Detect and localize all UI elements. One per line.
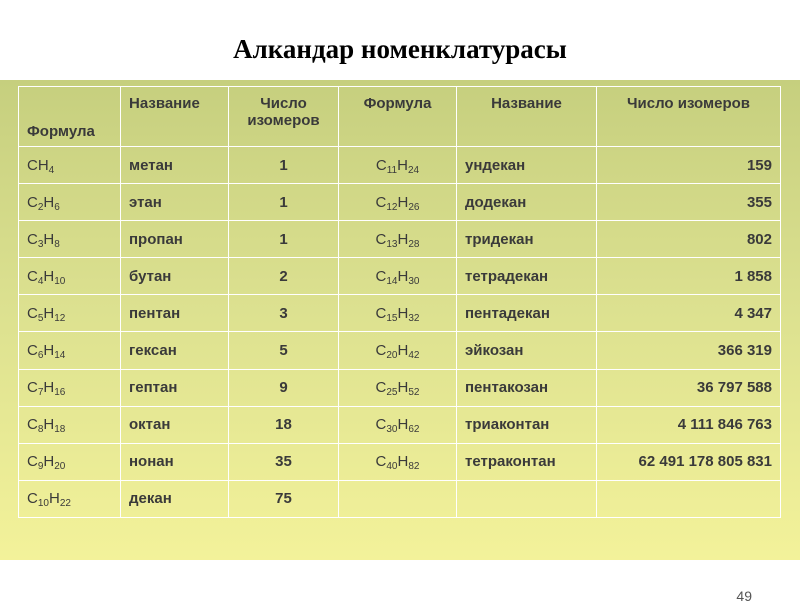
header-formula-left: Формула	[19, 87, 121, 147]
formula-subscript: 20	[386, 350, 398, 362]
formula-element: H	[43, 193, 55, 211]
formula-cell	[339, 480, 457, 517]
formula-cell	[339, 332, 457, 369]
isomer-count-cell: 35	[229, 443, 339, 480]
isomer-count-cell: 1	[229, 147, 339, 184]
isomer-count-cell: 5	[229, 332, 339, 369]
name-cell: тетраконтан	[457, 443, 597, 480]
name-cell: эйкозан	[457, 332, 597, 369]
formula-cell	[339, 443, 457, 480]
header-name-left: Название	[121, 87, 229, 147]
isomer-count-cell: 1	[229, 221, 339, 258]
name-cell: гексан	[121, 332, 229, 369]
isomer-count-cell: 2	[229, 258, 339, 295]
formula-element: C	[27, 342, 38, 360]
isomer-count-cell: 18	[229, 406, 339, 443]
formula-subscript: 16	[54, 387, 66, 399]
formula-element: C	[375, 230, 387, 248]
table-row	[19, 184, 781, 221]
formula-cell	[19, 295, 121, 332]
table-row	[19, 443, 781, 480]
name-cell: пентадекан	[457, 295, 597, 332]
formula-subscript: 15	[386, 312, 398, 324]
formula-element: C	[27, 453, 38, 471]
formula-cell	[339, 184, 457, 221]
formula-subscript: 2	[37, 201, 44, 213]
isomer-count-cell: 36 797 588	[597, 369, 781, 406]
table-row	[19, 332, 781, 369]
formula-cell	[339, 406, 457, 443]
formula-element: H	[397, 230, 409, 248]
formula-cell	[19, 369, 121, 406]
formula-subscript: 62	[408, 424, 420, 436]
name-cell: гептан	[121, 369, 229, 406]
formula-subscript: 32	[408, 312, 420, 324]
formula-element: H	[397, 342, 409, 360]
formula-element: C	[375, 453, 387, 471]
isomer-count-cell: 62 491 178 805 831	[597, 443, 781, 480]
formula-subscript: 18	[54, 424, 66, 436]
formula-subscript: 8	[37, 424, 44, 436]
header-formula-right: Формула	[339, 87, 457, 147]
formula-element: C	[375, 342, 387, 360]
formula-subscript: 82	[408, 461, 420, 473]
formula-element: C	[27, 304, 38, 322]
formula-cell	[339, 258, 457, 295]
formula-element: C	[375, 193, 387, 211]
formula-subscript: 13	[386, 238, 398, 250]
formula-subscript: 30	[408, 275, 420, 287]
isomer-count-cell: 1 858	[597, 258, 781, 295]
formula-element: C	[27, 267, 38, 285]
name-cell: триаконтан	[457, 406, 597, 443]
formula-element: H	[397, 304, 409, 322]
formula-element: C	[375, 156, 387, 174]
table-row	[19, 406, 781, 443]
formula-element: H	[43, 230, 55, 248]
formula-subscript: 14	[54, 350, 66, 362]
table-header-row	[19, 87, 781, 147]
formula-subscript: 5	[37, 312, 44, 324]
header-isomers-left: Число изомеров	[229, 87, 339, 147]
formula-cell	[19, 147, 121, 184]
name-cell: декан	[121, 480, 229, 517]
formula-element: H	[397, 156, 408, 174]
formula-element: C	[375, 416, 387, 434]
formula-subscript: 52	[408, 387, 420, 399]
formula-subscript: 9	[37, 461, 44, 473]
formula-subscript: 3	[37, 238, 44, 250]
name-cell: ундекан	[457, 147, 597, 184]
formula-subscript: 42	[408, 350, 420, 362]
name-cell: этан	[121, 184, 229, 221]
formula-subscript: 8	[54, 238, 60, 250]
isomer-count-cell: 9	[229, 369, 339, 406]
formula-subscript: 26	[408, 201, 420, 213]
slide-content	[0, 80, 800, 604]
isomer-count-cell: 355	[597, 184, 781, 221]
formula-subscript: 20	[54, 461, 66, 473]
formula-element: H	[397, 379, 409, 397]
formula-cell	[19, 332, 121, 369]
isomer-count-cell	[597, 480, 781, 517]
isomer-count-cell: 3	[229, 295, 339, 332]
name-cell: метан	[121, 147, 229, 184]
name-cell	[457, 480, 597, 517]
table-row	[19, 258, 781, 295]
formula-subscript: 24	[407, 164, 420, 176]
formula-subscript: 6	[54, 201, 60, 213]
header-isomers-right: Число изомеров	[597, 87, 781, 147]
formula-subscript: 22	[59, 498, 71, 510]
formula-cell	[339, 369, 457, 406]
formula-cell	[19, 406, 121, 443]
alkane-nomenclature-table	[18, 86, 781, 518]
formula-cell	[339, 147, 457, 184]
formula-element: H	[397, 416, 409, 434]
formula-cell	[19, 443, 121, 480]
formula-element: C	[375, 379, 387, 397]
formula-subscript: 4	[48, 164, 55, 176]
formula-element: H	[43, 304, 55, 322]
formula-subscript: 14	[386, 275, 398, 287]
formula-element: CH	[27, 156, 49, 174]
formula-element: H	[48, 490, 60, 508]
table-row	[19, 295, 781, 332]
formula-element: H	[43, 342, 55, 360]
table-row	[19, 221, 781, 258]
name-cell: нонан	[121, 443, 229, 480]
formula-cell	[339, 295, 457, 332]
formula-subscript: 12	[386, 201, 398, 213]
formula-subscript: 10	[37, 498, 49, 510]
table-row	[19, 147, 781, 184]
name-cell: октан	[121, 406, 229, 443]
name-cell: пентан	[121, 295, 229, 332]
formula-element: C	[375, 267, 387, 285]
isomer-count-cell: 75	[229, 480, 339, 517]
name-cell: тетрадекан	[457, 258, 597, 295]
formula-element: C	[27, 230, 38, 248]
name-cell: додекан	[457, 184, 597, 221]
formula-element: C	[27, 416, 38, 434]
formula-subscript: 11	[386, 164, 398, 176]
formula-element: H	[43, 379, 55, 397]
formula-cell	[19, 221, 121, 258]
formula-element: H	[43, 416, 55, 434]
formula-element: H	[397, 193, 409, 211]
formula-cell	[19, 184, 121, 221]
isomer-count-cell: 366 319	[597, 332, 781, 369]
formula-subscript: 6	[37, 350, 44, 362]
slide-title: Алкандар номенклатурасы	[233, 34, 567, 64]
header-name-right: Название	[457, 87, 597, 147]
isomer-count-cell: 4 347	[597, 295, 781, 332]
formula-subscript: 12	[54, 312, 66, 324]
formula-element: H	[397, 267, 409, 285]
name-cell: тридекан	[457, 221, 597, 258]
table-row	[19, 480, 781, 517]
formula-element: C	[27, 193, 38, 211]
formula-element: H	[43, 267, 55, 285]
isomer-count-cell: 159	[597, 147, 781, 184]
formula-element: H	[397, 453, 409, 471]
formula-element: C	[27, 379, 38, 397]
formula-subscript: 28	[408, 238, 420, 250]
formula-subscript: 10	[54, 275, 66, 287]
formula-subscript: 40	[386, 461, 398, 473]
formula-subscript: 30	[386, 424, 398, 436]
formula-cell	[339, 221, 457, 258]
name-cell: пентакозан	[457, 369, 597, 406]
formula-subscript: 25	[386, 387, 398, 399]
table-body	[19, 147, 781, 518]
formula-subscript: 7	[37, 387, 44, 399]
isomer-count-cell: 4 111 846 763	[597, 406, 781, 443]
page-number: 49	[736, 588, 752, 604]
isomer-count-cell: 802	[597, 221, 781, 258]
formula-element: C	[375, 304, 387, 322]
formula-element: H	[43, 453, 55, 471]
formula-cell	[19, 480, 121, 517]
formula-cell	[19, 258, 121, 295]
table-row	[19, 369, 781, 406]
isomer-count-cell: 1	[229, 184, 339, 221]
formula-element: C	[27, 490, 38, 508]
name-cell: бутан	[121, 258, 229, 295]
name-cell: пропан	[121, 221, 229, 258]
formula-subscript: 4	[37, 275, 44, 287]
